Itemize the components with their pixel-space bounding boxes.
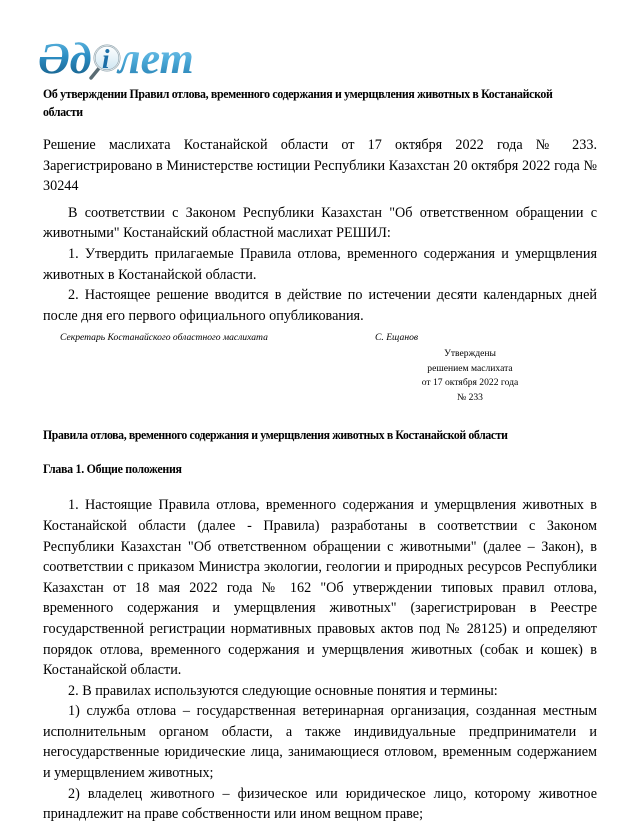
adilet-logo[interactable] bbox=[38, 33, 218, 85]
rule-2-item-2: 2) владелец животного – физическое или юридическое лицо, которому животное принадлежит на праве собственности или ином вещном праве; bbox=[43, 785, 597, 823]
approval-line-4: № 233 bbox=[457, 391, 483, 403]
approval-line-2: решением маслихата bbox=[427, 362, 513, 374]
signature-block bbox=[43, 331, 597, 345]
clause-2-paragraph: 2. Настоящее решение вводится в действие по истечении десяти календарных дней после дня его первого официального опубликования. bbox=[43, 287, 597, 324]
chapter-title: Глава 1. Общие положения bbox=[43, 462, 182, 477]
approval-line-3: от 17 октября 2022 года bbox=[421, 377, 519, 389]
clause-1-paragraph: 1. Утвердить прилагаемые Правила отлова, временного содержания и умерщвления животных в Костанайской области. bbox=[43, 245, 597, 283]
registration-info: Решение маслихата Костанайской области от 17 октября 2022 года № 233. Зарегистрировано в Министерстве юстиции Республики Казахстан 20 октября 2022 года № 30244 bbox=[43, 137, 597, 195]
rules-body bbox=[43, 495, 597, 825]
logo-text-let: лет bbox=[118, 34, 194, 83]
document-content bbox=[43, 86, 597, 825]
rule-2-item-1: 1) служба отлова – государственная ветеринарная организация, созданная местным исполнительным органом области, а также индивидуальные предприниматели и негосударственные юридические лица, занимающиеся отловом, временным содержанием и умерщвлением животных; bbox=[43, 703, 597, 782]
signatory-role: Секретарь Костанайского областного маслихата bbox=[60, 332, 268, 344]
magnifier-i-icon bbox=[91, 44, 120, 78]
logo-text-adi: Әд bbox=[38, 34, 92, 83]
rule-1-paragraph: 1. Настоящие Правила отлова, временного содержания и умерщвления животных в Костанайской области (далее - Правила) разработаны в соответствии с Законом Республики Казахстан "Об ответственном обращении с животными" (далее – Закон), в соответствии с приказом Министра экологии, геологии и природных ресурсов Республики Казахстан от 18 мая 2022 года № 162 "Об утверждении типовых правил отлова, временного содержания и умерщвления животных" (зарегистрирован в Реестре государственной регистрации нормативных правовых актов под № 28125) и определяют порядок отлова, временного содержания и умерщвления животных (собак и кошек) в Костанайской области. bbox=[43, 497, 597, 679]
approval-line-1: Утверждены bbox=[444, 348, 496, 360]
adilet-logo-svg bbox=[38, 33, 218, 85]
preamble-paragraph: В соответствии с Законом Республики Казахстан "Об ответственном обращении с животными" Костанайский областной маслихат РЕШИЛ: bbox=[43, 204, 597, 242]
page-title: Об утверждении Правил отлова, временного содержания и умерщвления животных в Костанайской области bbox=[43, 87, 553, 119]
rule-2-paragraph: 2. В правилах используются следующие основные понятия и термины: bbox=[68, 682, 498, 699]
signatory-name: С. Ещанов bbox=[375, 332, 419, 344]
rules-title: Правила отлова, временного содержания и умерщвления животных в Костанайской области bbox=[43, 428, 508, 443]
approval-block bbox=[43, 347, 597, 405]
svg-text:i: i bbox=[102, 44, 110, 74]
